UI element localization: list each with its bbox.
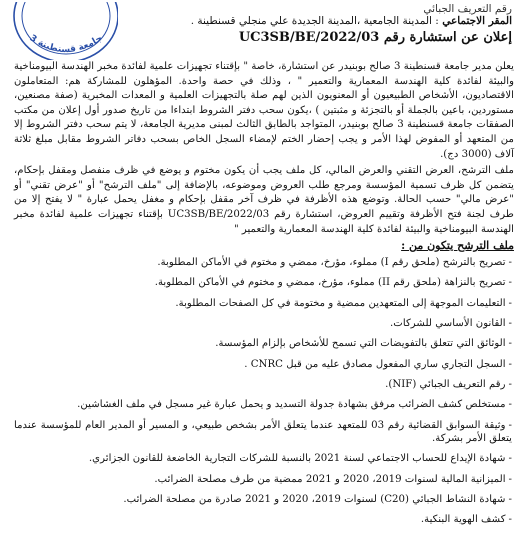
header-address: [110, 14, 512, 28]
list-item: -شهادة النشاط الجبائي (C20) لسنوات 2019، 2020 و 2021 صادرة من مصلحة الضرائب.: [123, 494, 512, 506]
list-item: -تصريح بالنزاهة (ملحق رقم II) مملوء، مؤرخ، ممضي و مختوم في الأماكن المطلوبة.: [154, 277, 512, 289]
svg-text:جامعة قسنطينة 3: [28, 33, 105, 55]
intro-paragraph-1: يعلن مدير جامعة قسنطينة 3 صالح بوبنيدر عن استشارة، خاصة " بإقتناء تجهيزات علمية لفائدة مخبر الهندسة البيومناخية والبيئة لفائدة كلية الهندسة المعمارية والتعمير " ، وذلك في حصة واحدة. المؤهلون للمشاركة هم: المتعاملون الاقتصاديون، الأشخاص الطبيعيون أو المعنويون الذين لهم صلة بالتجهيزات العلمية و المعدات المخبرية (صفة مصنعين، مستوردين، باعين بالجملة أو بالتجزئة و مثبتين ) ،يكون سحب دفتر الشروط ابتداءا من تاريخ صدور أول إعلان من مكتب الصفقات جامعة قسنطينة 3 صالح بوبنيدر، المتواجد بالطابق الثالث لمبنى مديرية الجامعة، لا يتم سحب دفتر الشروط إلا من المتعهد أو المفوض لهذا الأمر و يجب إحضار الختم لإمضاء السجل الخاص بسحب دفاتر الشروط مقابل مبلغ ثلاثة آلاف (3000 دج).: [14, 61, 514, 160]
list-item: -القانون الأساسي للشركات.: [390, 317, 512, 329]
list-item: -وثيقة السوابق القضائية رقم 03 للمتعهد عندما يتعلق الأمر بشخص طبيعي، و المسير أو المدير العام للمؤسسة عندما يتعلق الأمر بشركة.: [14, 419, 512, 444]
announcement-body: [14, 60, 514, 534]
list-item: -رقم التعريف الجبائي (NIF).: [385, 379, 512, 391]
address-value: : المدينة الجامعية ،المدينة الجديدة علي منجلي قسنطينة .: [190, 15, 439, 27]
list-item: -تصريح بالترشح (ملحق رقم I) مملوء، مؤرخ، ممضي و مختوم في الأماكن المطلوبة.: [157, 256, 512, 268]
list-item: -الميزانية المالية لسنوات 2019، 2020 و 2021 ممضية من طرف مصلحة الضرائب.: [154, 473, 512, 485]
header-tax-id-fragment: رقم التعريف الجبائي: [423, 3, 512, 15]
address-label: المقر الاجتماعي: [442, 15, 512, 27]
list-item: -شهادة الإيداع للحساب الاجتماعي لسنة 2021 بالنسبة للشركات التجارية الخاضعة للقانون الجزائري.: [88, 453, 512, 465]
intro-paragraph-2: ملف الترشح، العرض التقني والعرض المالي، كل ملف يجب أن يكون مختوم و يوضع في ظرف منفصل ومقفل بإحكام، يتضمن كل ظرف تسمية المؤسسة ومرجع طلب العروض وموضوعه، بالإضافة إلى "ملف الترشح" أو "عرض تقني" أو "عرض مالي" حسب الحالة. وتوضع هذه الأظرفة في ظرف آخر مقفل بإحكام و مغفل يحمل عبارة " لا يفتح إلا من طرف لجنة فتح الأظرفة وتقييم العروض، استشارة رقم 03/UC3SB/BE/2022 بإقتناء تجهيزات علمية لفائدة مخبر الهندسة البيومناخية والبيئة لفائدة كلية الهندسة المعمارية والتعمير ": [14, 165, 514, 235]
list-item: -كشف الهوية البنكية.: [420, 514, 512, 526]
candidacy-requirements-list: [14, 256, 514, 527]
list-item: -التعليمات الموجهة إلى المتعهدين ممضية و مختومة في كل الصفحات المطلوبة.: [175, 297, 512, 309]
stamp-text: جامعة قسنطينة 3: [27, 33, 105, 56]
announcement-title: إعلان عن استشارة رقم 03/UC3SB/BE/2022: [238, 31, 512, 45]
candidacy-file-heading: ملف الترشح يتكون من :: [401, 239, 514, 253]
university-stamp-icon: [6, 2, 118, 60]
list-item: -مستخلص كشف الضرائب مرفق بشهادة جدولة التسديد و يحمل عبارة غير مسجل في ملف الغشاشين.: [77, 399, 512, 411]
list-item: -الوثائق التي تتعلق بالتفويضات التي تسمح للأشخاص بإلزام المؤسسة.: [215, 338, 512, 350]
list-item: -السجل التجاري ساري المفعول مصادق عليه من قبل CNRC .: [244, 358, 512, 370]
